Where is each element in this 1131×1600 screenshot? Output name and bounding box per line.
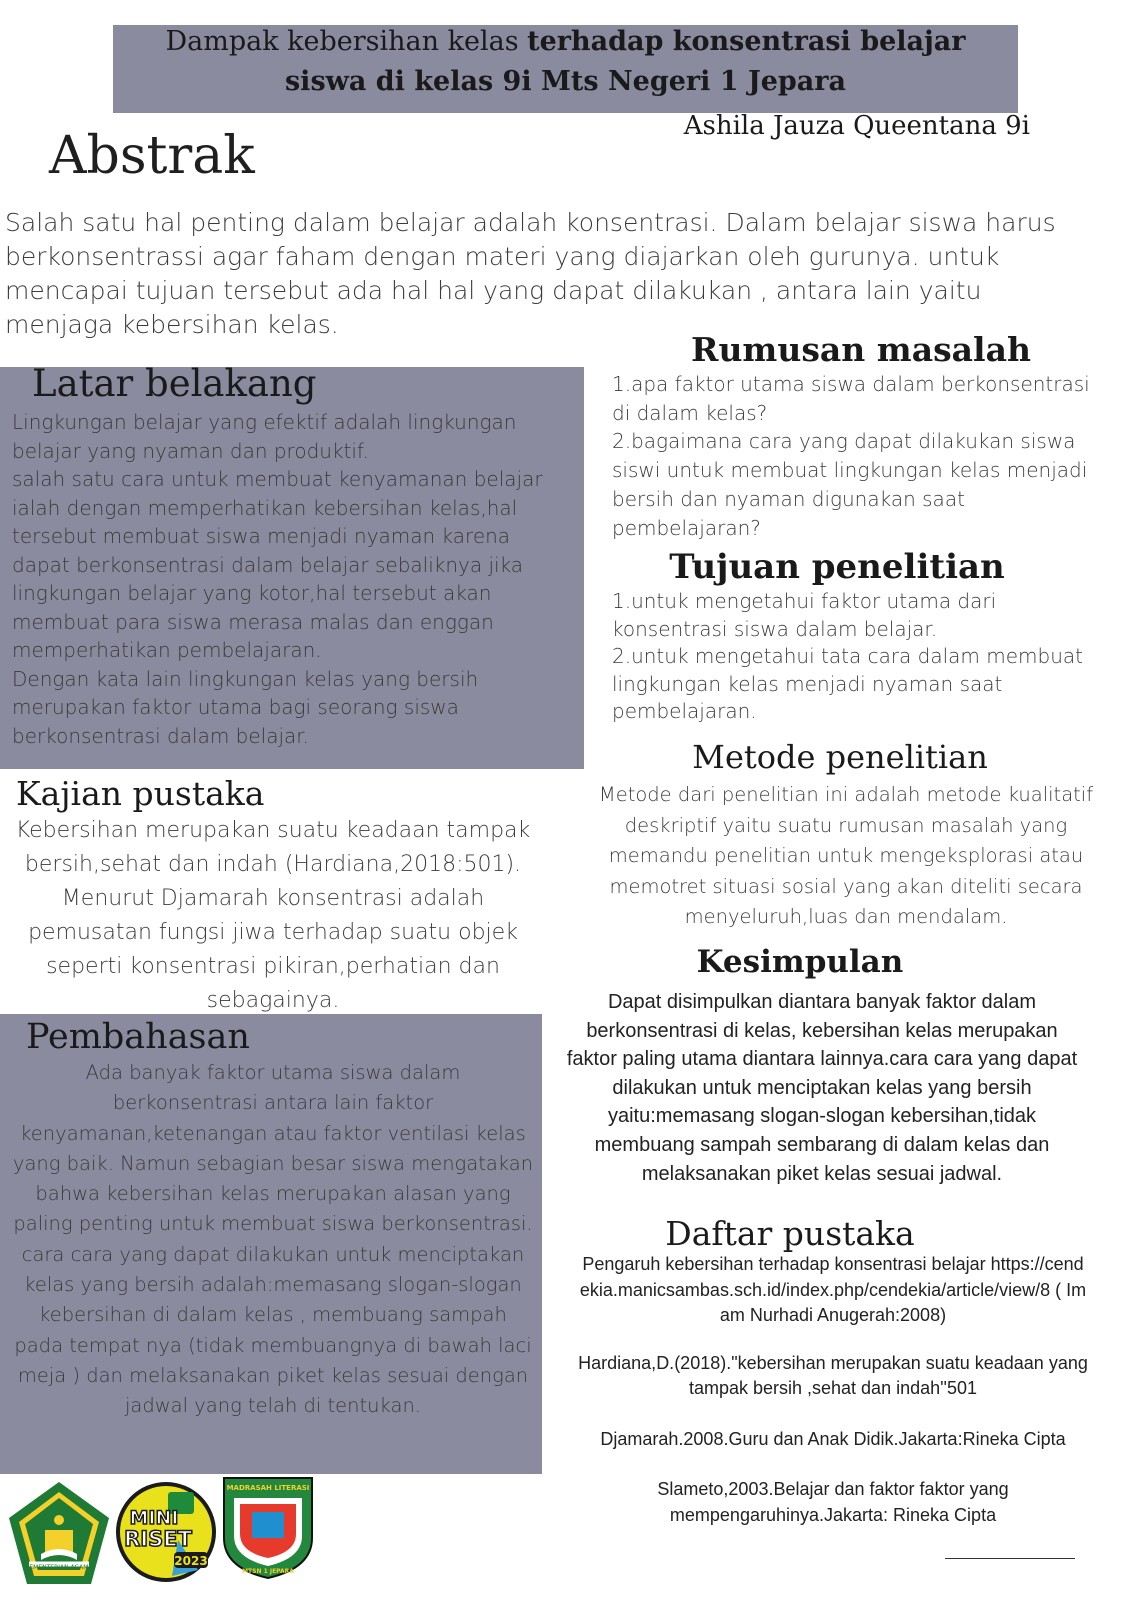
pembahasan-heading: Pembahasan: [26, 1017, 250, 1057]
metode-heading: Metode penelitian: [692, 738, 988, 776]
latar-text: Lingkungan belajar yang efektif adalah lingkungan belajar yang nyaman dan produktif. salah satu cara untuk membuat kenyamanan belajar ialah dengan memperhatikan kebersihan kelas,hal tersebut membuat siswa menjadi nyaman karena dapat berkonsentrasi dalam belajar sebaliknya jika lingkungan belajar yang kotor,hal tersebut akan membuat para siswa merasa malas dan enggan memperhatikan pembelajaran. Dengan kata lain lingkungan kelas yang bersih merupakan faktor utama bagi seorang siswa berkonsentrasi dalam belajar.: [12, 410, 543, 748]
daftar-list: [548, 1252, 1118, 1553]
literasi-shield-icon: [220, 1476, 316, 1580]
pembahasan-text: Ada banyak faktor utama siswa dalam berkonsentrasi antara lain faktor kenyamanan,ketenangan atau faktor ventilasi kelas yang baik. Namun sebagian besar siswa mengatakan bahwa kebersihan kelas merupakan alasan yang paling penting untuk membuat siswa berkonsentrasi. cara cara yang dapat dilakukan untuk menciptakan kelas yang bersih adalah:memasang slogan-slogan kebersihan di dalam kelas , membuang sampah pada tempat nya (tidak membuangnya di bawah laci meja ) dan melaksanakan piket kelas sesuai dengan jadwal yang telah di tentukan.: [12, 1061, 534, 1418]
kemenag-emblem-icon: [5, 1480, 113, 1588]
rumusan-text: 1.apa faktor utama siswa dalam berkonsentrasi di dalam kelas? 2.bagaimana cara yang dapat dilakukan siswa siswi untuk membuat lingkungan kelas menjadi bersih dan nyaman digunakan saat pembelajaran?: [612, 372, 1090, 540]
svg-text:RISET: RISET: [124, 1527, 192, 1551]
daftar-heading: Daftar pustaka: [665, 1214, 915, 1253]
svg-text:KEMENTERIAN AGAMA: KEMENTERIAN AGAMA: [25, 1564, 93, 1571]
svg-text:MADRASAH LITERASI: MADRASAH LITERASI: [226, 1484, 310, 1492]
svg-text:2023: 2023: [174, 1554, 208, 1568]
tujuan-text: 1.untuk mengetahui faktor utama dari konsentrasi siswa dalam belajar. 2.untuk mengetahui tata cara dalam membuat lingkungan kelas menjadi nyaman saat pembelajaran.: [612, 589, 1084, 723]
kesimpulan-text: Dapat disimpulkan diantara banyak faktor dalam berkonsentrasi di kelas, kebersihan kelas merupakan faktor paling utama diantara lainnya.cara cara yang dapat dilakukan untuk menciptakan kelas yang bersih yaitu:memasang slogan-slogan kebersihan,tidak membuang sampah sembarang di dalam kelas dan melaksanakan piket kelas sesuai jadwal.: [566, 991, 1078, 1185]
literasi-logo: [220, 1476, 316, 1580]
kajian-text: Kebersihan merupakan suatu keadaan tampak bersih,sehat dan indah (Hardiana,2018:501). Menurut Djamarah konsentrasi adalah pemusatan fungsi jiwa terhadap suatu objek seperti konsentrasi pikiran,perhatian dan sebagainya.: [15, 818, 531, 1013]
rumusan-heading: Rumusan masalah: [691, 330, 1031, 369]
abstrak-heading: Abstrak: [49, 126, 255, 186]
kesimpulan-heading: Kesimpulan: [696, 944, 904, 980]
reference-item: Slameto,2003.Belajar dan faktor faktor yang mempengaruhinya.Jakarta: Rineka Cipta: [657, 1479, 1009, 1525]
miniriset-badge-icon: [114, 1480, 218, 1584]
reference-item: Pengaruh kebersihan terhadap konsentrasi belajar https://cendekia.manicsambas.sch.id/index.php/cendekia/article/view/8 ( Imam Nurhadi Anugerah:2008): [579, 1254, 1087, 1325]
author-name: Ashila Jauza Queentana 9i: [683, 111, 1030, 141]
svg-text:MINI: MINI: [129, 1507, 179, 1529]
svg-text:MTSN 1 JEPARA: MTSN 1 JEPARA: [242, 1568, 294, 1575]
reference-item: Hardiana,D.(2018)."kebersihan merupakan suatu keadaan yang tampak bersih ,sehat dan indah''501: [578, 1352, 1088, 1398]
latar-heading: Latar belakang: [32, 362, 317, 405]
miniriset-logo: [114, 1480, 218, 1584]
tujuan-heading: Tujuan penelitian: [669, 547, 1005, 587]
title-line1-bold: terhadap konsentrasi belajar: [527, 26, 966, 57]
poster-title: [113, 22, 1018, 102]
kajian-heading: Kajian pustaka: [16, 774, 265, 813]
title-line1-regular: Dampak kebersihan kelas: [165, 26, 528, 57]
title-line2: siswa di kelas 9i Mts Negeri 1 Jepara: [284, 66, 846, 97]
divider-line: [945, 1558, 1075, 1559]
kemenag-logo: [5, 1480, 113, 1588]
abstrak-text: Salah satu hal penting dalam belajar adalah konsentrasi. Dalam belajar siswa harus berkonsentrassi agar faham dengan materi yang diajarkan oleh gurunya. untuk mencapai tujuan tersebut ada hal hal yang dapat dilakukan , antara lain yaitu menjaga kebersihan kelas.: [5, 208, 1056, 339]
reference-item: Djamarah.2008.Guru dan Anak Didik.Jakarta:Rineka Cipta: [600, 1428, 1066, 1449]
metode-text: Metode dari penelitian ini adalah metode kualitatif deskriptif yaitu suatu rumusan masalah yang memandu penelitian untuk mengeksplorasi atau memotret situasi sosial yang akan diteliti secara menyeluruh,luas dan mendalam.: [598, 783, 1094, 928]
